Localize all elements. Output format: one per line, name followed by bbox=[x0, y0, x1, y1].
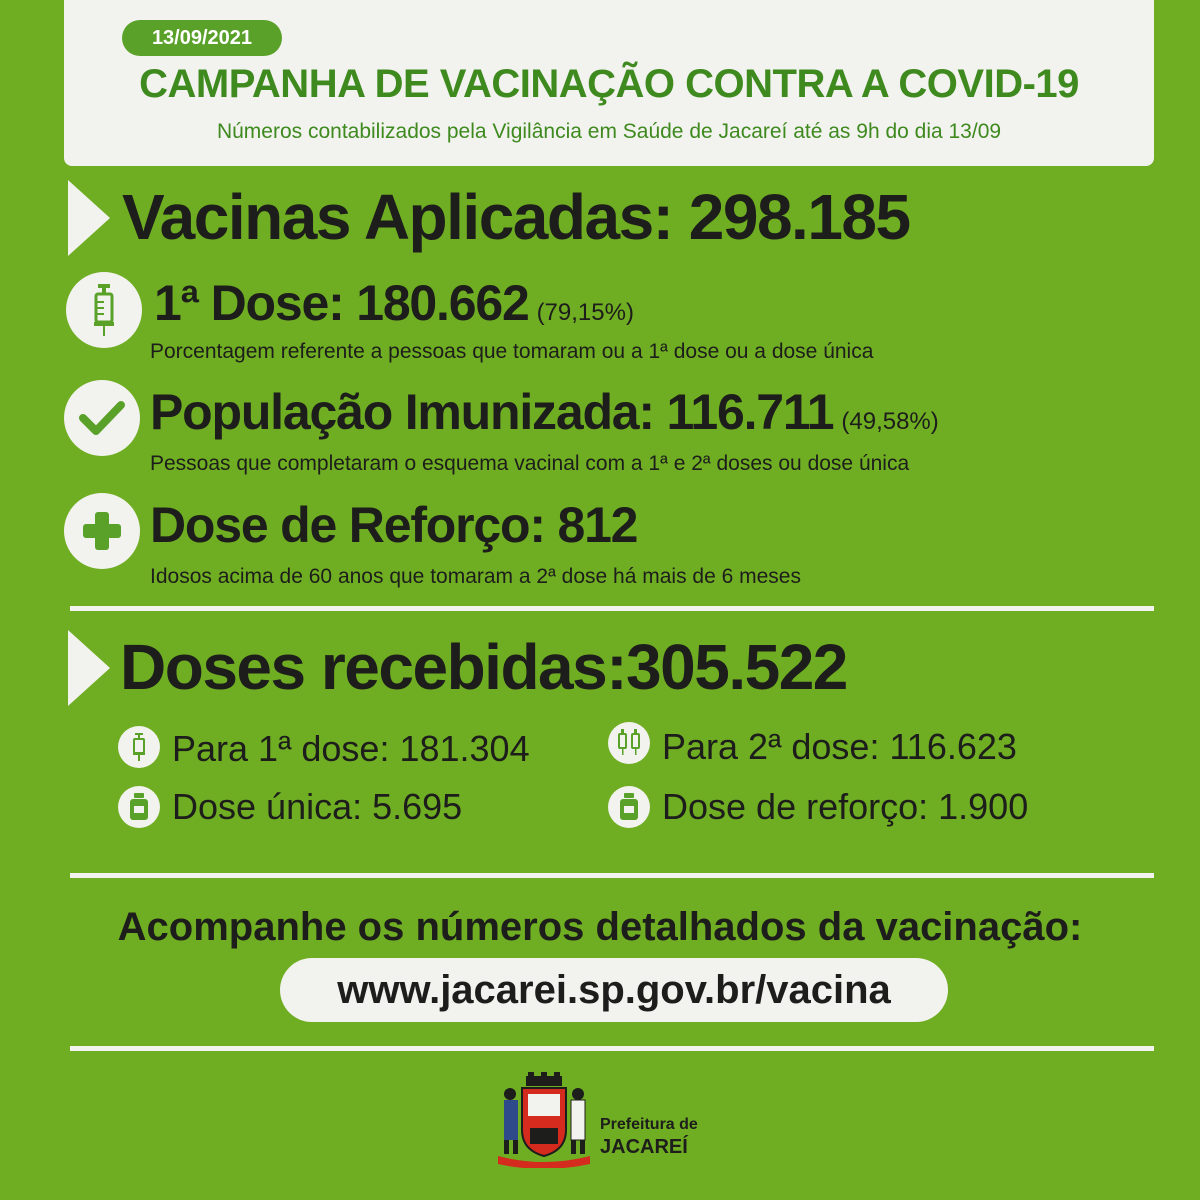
first-dose-note: Porcentagem referente a pessoas que tomaram ou a 1ª dose ou a dose única bbox=[150, 340, 874, 363]
immunized-label: População Imunizada: 116.711 bbox=[150, 384, 834, 440]
vial-icon bbox=[118, 786, 160, 828]
check-icon bbox=[64, 380, 140, 456]
immunized-note: Pessoas que completaram o esquema vacinal com a 1ª e 2ª doses ou dose única bbox=[150, 452, 910, 475]
date-badge: 13/09/2021 bbox=[122, 20, 282, 56]
received-first-dose: Para 1ª dose: 181.304 bbox=[172, 728, 530, 769]
double-syringe-icon bbox=[608, 722, 650, 764]
vaccine-url-link[interactable]: www.jacarei.sp.gov.br/vacina bbox=[280, 958, 948, 1022]
received-single-dose: Dose única: 5.695 bbox=[172, 786, 463, 827]
coat-of-arms-logo bbox=[492, 1072, 596, 1168]
received-heading: Doses recebidas:305.522 bbox=[120, 631, 847, 703]
received-booster-dose: Dose de reforço: 1.900 bbox=[662, 786, 1029, 827]
syringe-icon bbox=[118, 726, 160, 768]
follow-text: Acompanhe os números detalhados da vacinação: bbox=[117, 905, 1083, 949]
arrow-icon bbox=[68, 180, 110, 256]
booster-note: Idosos acima de 60 anos que tomaram a 2ª dose há mais de 6 meses bbox=[150, 565, 801, 588]
first-dose-label: 1ª Dose: 180.662 bbox=[154, 275, 529, 331]
syringe-icon bbox=[66, 272, 142, 348]
booster-label: Dose de Reforço: 812 bbox=[150, 497, 638, 553]
campaign-subtitle: Números contabilizados pela Vigilância em Saúde de Jacareí até as 9h do dia 13/09 bbox=[216, 120, 1002, 143]
booster-line bbox=[150, 496, 637, 554]
immunized-line bbox=[150, 383, 939, 441]
logo-text-city: JACAREÍ bbox=[600, 1136, 688, 1158]
campaign-title: CAMPANHA DE VACINAÇÃO CONTRA A COVID-19 bbox=[139, 62, 1079, 106]
vial-icon bbox=[608, 786, 650, 828]
applied-heading: Vacinas Aplicadas: 298.185 bbox=[122, 181, 910, 253]
immunized-percent: (49,58%) bbox=[841, 408, 939, 435]
received-second-dose: Para 2ª dose: 116.623 bbox=[662, 726, 1017, 767]
divider bbox=[70, 873, 1154, 878]
divider bbox=[70, 1046, 1154, 1051]
arrow-icon bbox=[68, 630, 110, 706]
divider bbox=[70, 606, 1154, 611]
plus-icon bbox=[64, 493, 140, 569]
first-dose-percent: (79,15%) bbox=[536, 299, 634, 326]
logo-text-prefeitura: Prefeitura de bbox=[600, 1116, 698, 1133]
first-dose-line bbox=[154, 274, 634, 332]
